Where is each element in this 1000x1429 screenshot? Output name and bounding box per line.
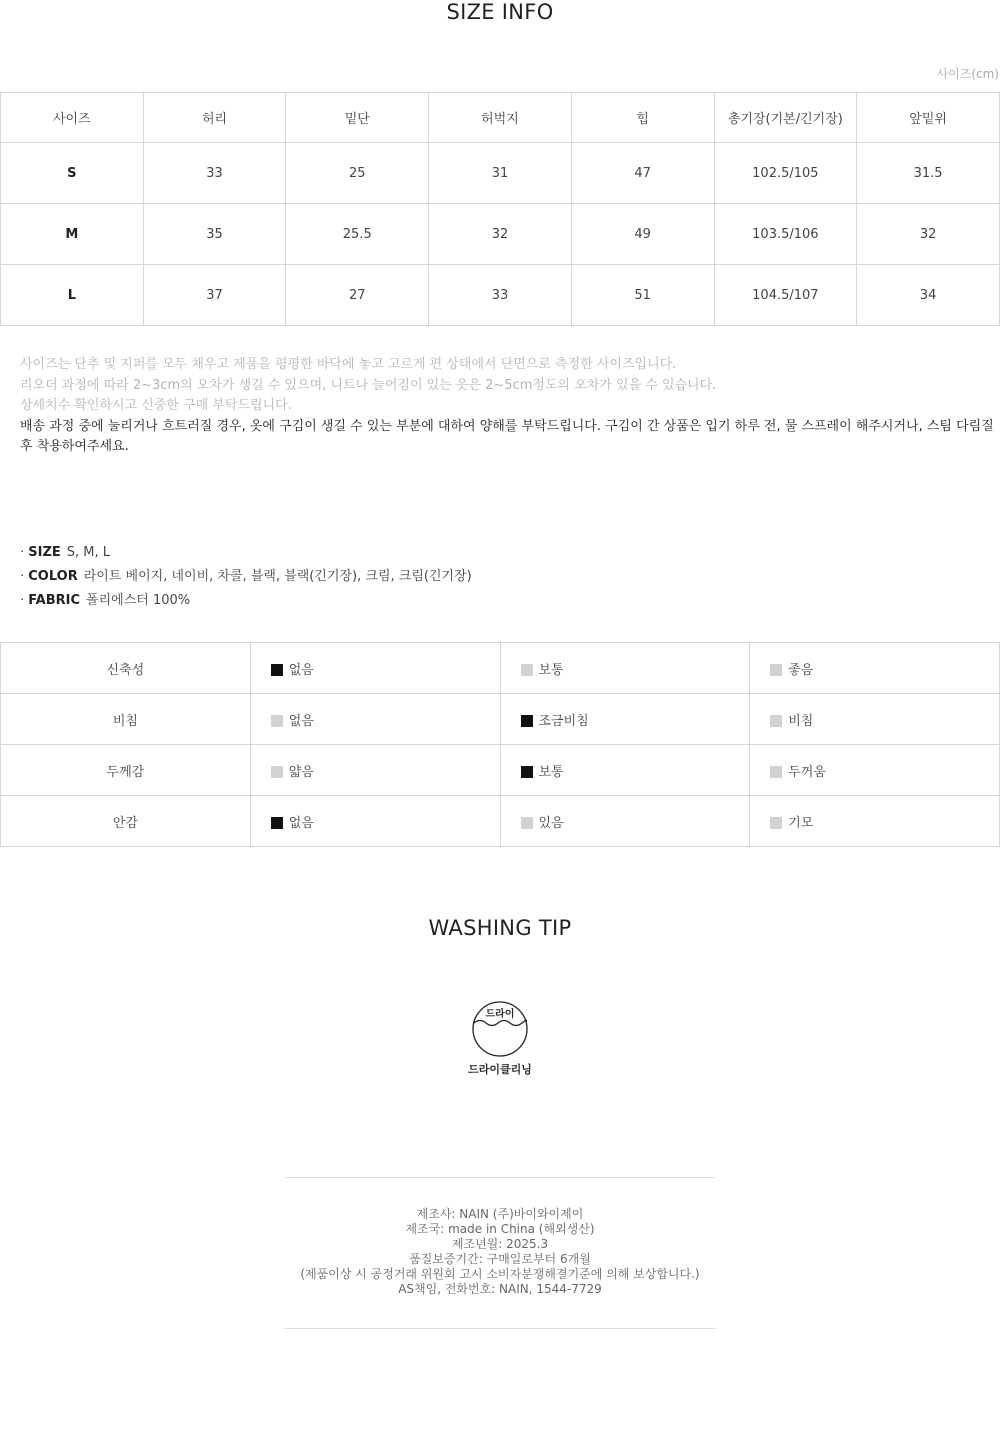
size-note-line: 사이즈는 단추 및 지퍼를 모두 채우고 제품을 평평한 바닥에 놓고 고르게 편 상태에서 단면으로 측정한 사이즈입니다.	[20, 357, 677, 372]
check-box-icon	[271, 817, 283, 829]
size-info-title: SIZE INFO	[446, 0, 554, 24]
spec-key: COLOR	[28, 569, 78, 584]
fabric-option-label: 기모	[788, 815, 814, 831]
size-table-cell: 37	[143, 265, 286, 326]
washing-tip-title: WASHING TIP	[428, 916, 572, 940]
fabric-option	[500, 796, 750, 847]
check-box-icon	[521, 817, 533, 829]
size-table-cell: 104.5/107	[714, 265, 857, 326]
check-box-icon	[521, 766, 533, 778]
size-table-cell: 32	[857, 204, 1000, 265]
spec-row-fabric: · FABRIC 폴리에스터 100%	[20, 593, 191, 608]
size-table-header: 힙	[571, 93, 714, 143]
fabric-option	[750, 694, 1000, 745]
check-box-icon	[521, 664, 533, 676]
fabric-option-label: 있음	[538, 815, 564, 831]
fabric-option-label: 얇음	[288, 764, 314, 780]
fabric-option	[750, 796, 1000, 847]
spec-row-size: · SIZE S, M, L	[20, 545, 111, 560]
size-table-cell: 33	[429, 265, 572, 326]
check-box-icon	[271, 715, 283, 727]
washing-label: 드라이클리닝	[468, 1063, 532, 1076]
fabric-attribute: 안감	[1, 796, 251, 847]
size-table-header: 사이즈	[1, 93, 144, 143]
size-table-cell: 51	[571, 265, 714, 326]
size-table-header: 허벅지	[429, 93, 572, 143]
fabric-option-label: 없음	[288, 815, 314, 831]
check-box-icon	[770, 664, 782, 676]
size-table-cell: 25	[286, 143, 429, 204]
spec-row-color: · COLOR 라이트 베이지, 네이비, 차콜, 블랙, 블랙(긴기장), 크림, 크림(긴기장)	[20, 569, 472, 584]
size-notes	[20, 355, 995, 458]
fabric-option	[500, 643, 750, 694]
fabric-row	[1, 745, 1000, 796]
fabric-option-label: 보통	[538, 662, 564, 678]
check-box-icon	[770, 715, 782, 727]
spec-key: SIZE	[28, 545, 61, 560]
fabric-row	[1, 643, 1000, 694]
size-table-row	[1, 265, 1000, 326]
fabric-option-label: 보통	[538, 764, 564, 780]
footer-line: AS책임, 전화번호: NAIN, 1544-7729	[398, 1282, 602, 1296]
fabric-option	[500, 745, 750, 796]
fabric-option	[250, 694, 500, 745]
footer-line: 제조년월: 2025.3	[451, 1237, 549, 1251]
fabric-option-label: 두꺼움	[788, 764, 826, 780]
check-box-icon	[770, 766, 782, 778]
size-table-cell: 31	[429, 143, 572, 204]
fabric-attribute: 비침	[1, 694, 251, 745]
spec-key: FABRIC	[28, 593, 81, 608]
size-table-cell: 27	[286, 265, 429, 326]
product-specs	[20, 541, 472, 613]
footer-divider	[285, 1328, 715, 1329]
size-table-cell: 25.5	[286, 204, 429, 265]
fabric-option	[250, 796, 500, 847]
check-box-icon	[271, 766, 283, 778]
spec-value: 라이트 베이지, 네이비, 차콜, 블랙, 블랙(긴기장), 크림, 크림(긴기장)	[83, 569, 472, 584]
size-table	[0, 92, 1000, 326]
footer-line: 품질보증기간: 구매일로부터 6개월	[409, 1252, 591, 1266]
fabric-option	[250, 643, 500, 694]
size-table-row	[1, 204, 1000, 265]
size-note-line: 리오더 과정에 따라 2~3cm의 오차가 생길 수 있으며, 니트나 늘어짐이 있는 옷은 2~5cm정도의 오차가 있을 수 있습니다.	[20, 377, 717, 393]
size-table-cell: 34	[857, 265, 1000, 326]
size-table-cell: S	[1, 143, 144, 204]
size-table-header: 밑단	[286, 93, 429, 143]
footer-line: 제조국: made in China (해외생산)	[405, 1222, 595, 1236]
fabric-attribute: 두께감	[1, 745, 251, 796]
size-table-cell: 103.5/106	[714, 204, 857, 265]
spec-value: S, M, L	[66, 545, 111, 560]
fabric-row	[1, 694, 1000, 745]
spec-value: 폴리에스터 100%	[86, 593, 191, 608]
fabric-option-label: 없음	[288, 713, 314, 729]
size-table-cell: 102.5/105	[714, 143, 857, 204]
shipping-note: 배송 과정 중에 눌리거나 흐트러질 경우, 옷에 구김이 생길 수 있는 부분에 대하여 양해를 부탁드립니다. 구김이 간 상품은 입기 하루 전, 물 스프레이 해주시거나, 스팀 다림질 후 착용하여주세요.	[20, 418, 994, 454]
fabric-option-label: 없음	[288, 662, 314, 678]
size-table-header: 총기장(기본/긴기장)	[714, 93, 857, 143]
size-unit-label: 사이즈(cm)	[936, 67, 999, 81]
size-note-line: 상세치수 확인하시고 신중한 구매 부탁드립니다.	[20, 398, 292, 413]
manufacturer-info	[0, 1207, 1000, 1297]
size-table-header: 허리	[143, 93, 286, 143]
size-table-header: 앞밑위	[857, 93, 1000, 143]
fabric-option	[750, 643, 1000, 694]
size-table-cell: 35	[143, 204, 286, 265]
fabric-property-table	[0, 642, 1000, 847]
fabric-option-label: 좋음	[788, 662, 814, 678]
footer-line: (제품이상 시 공정거래 위원회 고시 소비자분쟁해결기준에 의해 보상합니다.)	[300, 1267, 700, 1281]
size-table-row	[1, 143, 1000, 204]
size-table-cell: M	[1, 204, 144, 265]
fabric-option	[250, 745, 500, 796]
fabric-attribute: 신축성	[1, 643, 251, 694]
check-box-icon	[271, 664, 283, 676]
footer-divider	[285, 1177, 715, 1178]
fabric-option-label: 조금비침	[538, 713, 589, 729]
size-table-cell: 33	[143, 143, 286, 204]
size-table-cell: 47	[571, 143, 714, 204]
fabric-option-label: 비침	[788, 713, 814, 729]
check-box-icon	[521, 715, 533, 727]
fabric-row	[1, 796, 1000, 847]
dry-clean-icon	[470, 1000, 530, 1058]
fabric-option	[500, 694, 750, 745]
check-box-icon	[770, 817, 782, 829]
size-table-cell: L	[1, 265, 144, 326]
size-table-cell: 32	[429, 204, 572, 265]
size-table-cell: 49	[571, 204, 714, 265]
dry-clean-icon-text: 드라이	[485, 1009, 515, 1020]
size-table-header-row	[1, 93, 1000, 143]
footer-line: 제조사: NAIN (주)바이와이제이	[416, 1207, 584, 1221]
size-table-cell: 31.5	[857, 143, 1000, 204]
fabric-option	[750, 745, 1000, 796]
